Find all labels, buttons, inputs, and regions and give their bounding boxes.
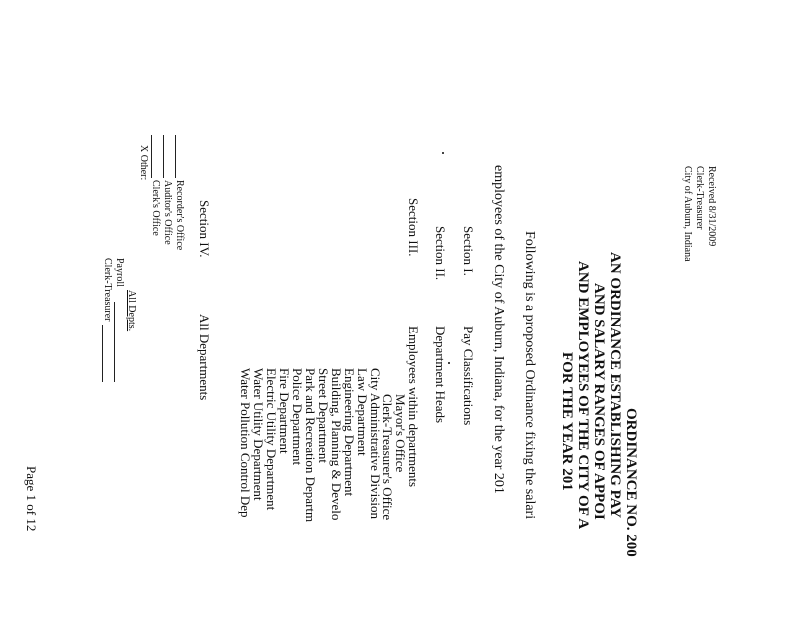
department-item: Clerk-Treasurer's Office — [380, 394, 395, 521]
section-2-number: Section II. — [433, 226, 448, 281]
ordinance-title-line1: AN ORDINANCE ESTABLISHING PAY — [607, 252, 623, 519]
department-item: Street Department — [316, 368, 331, 463]
department-item: Police Department — [290, 368, 305, 466]
department-item: Fire Department — [277, 368, 292, 454]
department-item: Park and Recreation Departm — [303, 368, 318, 523]
received-stamp-city: City of Auburn, Indiana — [682, 166, 693, 262]
department-item: Water Utility Department — [251, 368, 266, 501]
department-item: Law Department — [355, 368, 370, 456]
distribution-clerk-treasurer: Clerk-Treasurer — [102, 258, 113, 322]
distribution-clerk: Clerk's Office — [150, 180, 161, 236]
section-3-title: Employees within departments — [406, 326, 421, 488]
distribution-auditor: Auditor's Office — [162, 180, 173, 245]
section-3-number: Section III. — [406, 198, 421, 257]
intro-line1: Following is a proposed Ordinance fixing the salari — [522, 231, 537, 520]
section-1-title: Pay Classifications — [461, 326, 476, 426]
ordinance-title-line3: AND EMPLOYEES OF THE CITY OF A — [575, 261, 591, 530]
distribution-recorder: Recorder's Office — [174, 180, 185, 251]
ordinance-title-line2: AND SALARY RANGES OF APPOI — [591, 283, 607, 520]
distribution-payroll-line — [114, 302, 115, 382]
received-stamp-date: Received 8/31/2009 — [706, 166, 717, 247]
section-4-title: All Departments — [197, 314, 212, 401]
distribution-other: X Other: — [138, 145, 149, 181]
scan-speck — [442, 152, 444, 154]
distribution-checkbox-line — [151, 135, 152, 178]
ordinance-title-line4: FOR THE YEAR 201 — [559, 352, 575, 491]
section-4-number: Section IV. — [197, 200, 212, 258]
distribution-checkbox-line — [163, 135, 164, 178]
department-item: Mayor's Office — [393, 394, 408, 473]
distribution-payroll: Payroll — [114, 258, 125, 287]
distribution-clerk-treasurer-line — [102, 325, 103, 382]
distribution-all-depts: All Depts. — [126, 290, 137, 332]
section-1-number: Section I. — [461, 226, 476, 276]
distribution-checkbox-line — [175, 135, 176, 178]
department-item: City Administrative Division — [368, 368, 383, 519]
department-item: Engineering Department — [342, 368, 357, 497]
ordinance-number: ORDINANCE NO. 200 — [623, 408, 639, 557]
department-item: Building, Planning & Develo — [329, 368, 344, 521]
department-item: Electric Utility Department — [264, 368, 279, 511]
scan-speck — [448, 362, 450, 364]
intro-line2: employees of the City of Auburn, Indiana, for the year 201 — [491, 165, 506, 494]
section-2-title: Department Heads — [433, 326, 448, 424]
page-number: Page 1 of 12 — [24, 466, 39, 532]
department-item: Water Pollution Control Dep — [238, 368, 253, 518]
received-stamp-office: Clerk-Treasurer — [694, 166, 705, 230]
